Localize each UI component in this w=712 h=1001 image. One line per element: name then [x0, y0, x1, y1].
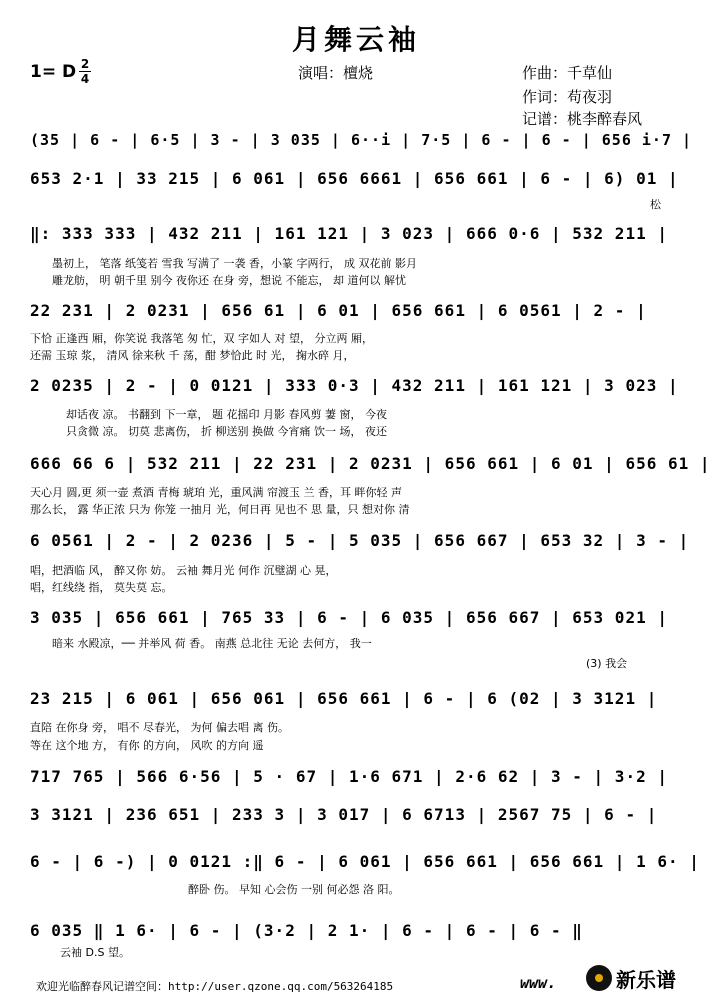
composer-credit: 作曲：千草仙 — [522, 64, 613, 82]
notation-line-3: ‖: 333 333 | 432 211 | 161 121 | 3 023 | 666 0·6 | 532 211 | — [30, 224, 668, 243]
notation-line-1: (35 | 6 - | 6·5 | 3 - | 3 035 | 6··i | 7·5 | 6 - | 6 - | 656 i·7 | — [30, 131, 693, 149]
singer-credit: 演唱：檀烧 — [298, 64, 374, 82]
lyric-line-4a: 下恰 正逢西 厢，你笑说 我落笔 匆 忙，双 字如人 对 望， 分立两 厢， — [30, 332, 373, 345]
time-signature — [79, 58, 91, 85]
lyric-line-6b: 那么长， 露 华正浓 只为 你笼 一抽月 光，何日再 见也不 思 量，只 想对你 清 — [30, 503, 410, 516]
lyric-line-7b: 唱，红线绕 指， 莫失莫 忘。 — [30, 581, 173, 594]
notation-line-4: 22 231 | 2 0231 | 656 61 | 6 01 | 656 661 | 6 0561 | 2 - | — [30, 301, 647, 320]
time-sig-bottom: 4 — [80, 72, 90, 86]
lyric-line-8a: 暗来 水殿凉，── 并举风 荷 香。 南燕 总北往 无论 去何方， 我一 — [52, 637, 372, 650]
time-sig-top: 2 — [80, 57, 90, 71]
logo-text: 新乐谱 — [616, 967, 676, 992]
notation-line-5: 2 0235 | 2 - | 0 0121 | 333 0·3 | 432 211 | 161 121 | 3 023 | — [30, 376, 679, 395]
key-signature: 1= D — [30, 62, 77, 82]
song-title: 月舞云袖 — [291, 23, 420, 56]
lyric-line-13: 云袖 D.S 望。 — [60, 946, 130, 959]
notation-line-10: 717 765 | 566 6·56 | 5 · 67 | 1·6 671 | 2·6 62 | 3 - | 3·2 | — [30, 767, 668, 786]
notation-line-7: 6 0561 | 2 - | 2 0236 | 5 - | 5 035 | 656 667 | 653 32 | 3 - | — [30, 531, 690, 550]
notation-line-6: 666 66 6 | 532 211 | 22 231 | 2 0231 | 656 661 | 6 01 | 656 61 | — [30, 454, 711, 473]
notation-line-2: 653 2·1 | 33 215 | 6 061 | 656 6661 | 656 661 | 6 - | 6) 01 | — [30, 169, 679, 188]
lyricist-credit: 作词：苟夜羽 — [522, 88, 613, 106]
notation-line-9: 23 215 | 6 061 | 656 061 | 656 661 | 6 - | 6 (02 | 3 3121 | — [30, 689, 658, 708]
site-logo — [586, 962, 704, 994]
lyric-line-9a: 直陪 在你身 旁， 唱不 尽春光， 为何 偏去唱 离 伤。 — [30, 721, 289, 734]
lyric-line-8b: (3) 我会 — [586, 657, 628, 670]
notation-line-8: 3 035 | 656 661 | 765 33 | 6 - | 6 035 | 656 667 | 653 021 | — [30, 608, 668, 627]
lyric-line-2: 松 — [650, 198, 661, 211]
notation-line-13: 6 035 ‖ 1 6· | 6 - | (3·2 | 2 1· | 6 - | 6 - | 6 - ‖ — [30, 921, 583, 940]
lyric-line-5b: 只贪微 凉。 切莫 悲离伤， 折 柳送别 换做 今宵痛 饮一 场， 夜还 — [66, 425, 387, 438]
transcriber-credit: 记谱：桃李醉春风 — [522, 110, 643, 128]
disc-icon — [586, 965, 612, 991]
lyric-line-5a: 却话夜 凉。 书翻到 下一章， 题 花摇印 月影 春风剪 萋 窗， 今夜 — [66, 408, 387, 421]
lyric-line-3b: 雕龙舫， 明 朝千里 别今 夜你还 在身 旁，想说 不能忘， 却 道何以 解忧 — [52, 274, 406, 287]
lyric-line-9b: 等在 这个地 方， 有你 的方向， 风吹 的方向 遥 — [30, 739, 264, 752]
lyric-line-3a: 墨初上， 笔落 纸笺若 雪我 写满了 一袭 香，小篆 字两行， 成 双花前 影月 — [52, 257, 417, 270]
lyric-line-7a: 唱，把酒临 风， 醉又你 妨。 云袖 舞月光 何作 沉璧湖 心 晃， — [30, 564, 337, 577]
lyric-line-12: 醉卧 伤。 早知 心会伤 一别 何必怨 洛 阳。 — [188, 883, 400, 896]
site-text: www. — [520, 974, 557, 992]
notation-line-12: 6 - | 6 -) | 0 0121 :‖ 6 - | 6 061 | 656 661 | 656 661 | 1 6· | — [30, 852, 700, 871]
notation-line-11: 3 3121 | 236 651 | 233 3 | 3 017 | 6 6713 | 2567 75 | 6 - | — [30, 805, 658, 824]
lyric-line-6a: 天心月 圆,更 须一壶 煮酒 青梅 琥珀 光，重风满 帘渡玉 兰 香，耳 畔你轻 声 — [30, 486, 402, 499]
lyric-line-4b: 还需 玉琼 浆， 清风 徐来秋 千 荡，酣 梦恰此 时 光， 掬水碎 月， — [30, 349, 355, 362]
footer-link-text: 欢迎光临醉春风记谱空间：http://user.qzone.qq.com/563264185 — [36, 980, 394, 993]
